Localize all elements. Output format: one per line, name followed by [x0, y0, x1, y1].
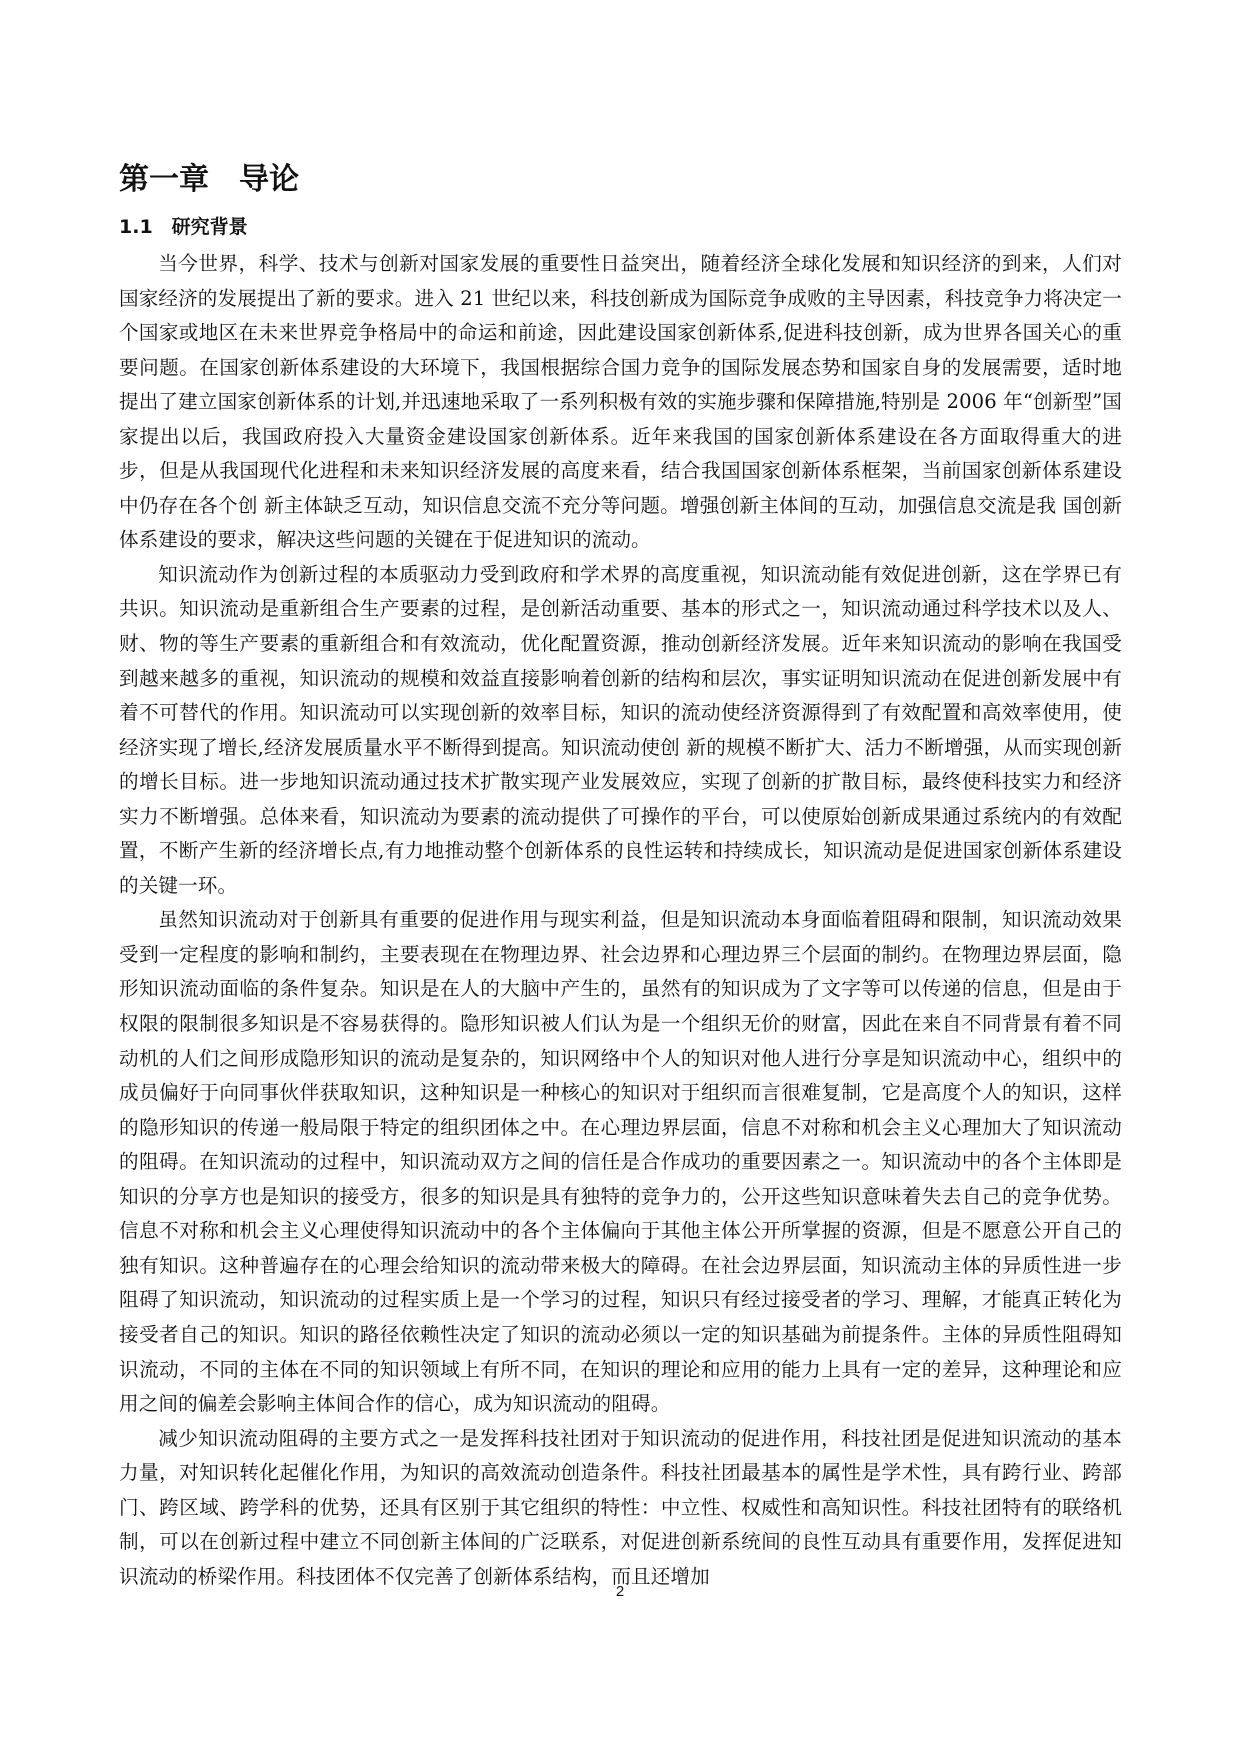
page-number: 2	[615, 1583, 625, 1600]
section-title: 1.1 研究背景	[119, 216, 248, 238]
paragraph: 当今世界，科学、技术与创新对国家发展的重要性日益突出，随着经济全球化发展和知识经济的到来，人们对国家经济的发展提出了新的要求。进入 21 世纪以来，科技创新成为国际竞争成败的主导因素，科技竞争力将决定一个国家或地区在未来世界竞争格局中的命运和前途，因此建设国家创新体系,促进科技创新，成为世界各国关心的重要问题。在国家创新体系建设的大环境下，我国根据综合国力竞争的国际发展态势和国家自身的发展需要，适时地提出了建立国家创新体系的计划,并迅速地采取了一系列积极有效的实施步骤和保障措施,特别是 2006 年“创新型”国家提出以后，我国政府投入大量资金建设国家创新体系。近年来我国的国家创新体系建设在各方面取得重大的进步，但是从我国现代化进程和未来知识经济发展的高度来看，结合我国国家创新体系框架，当前国家创新体系建设中仍存在各个创 新主体缺乏互动，知识信息交流不充分等问题。增强创新主体间的互动，加强信息交流是我 国创新体系建设的要求，解决这些问题的关键在于促进知识的流动。	[119, 252, 1122, 552]
paragraph: 减少知识流动阻碍的主要方式之一是发挥科技社团对于知识流动的促进作用，科技社团是促进知识流动的基本力量，对知识转化起催化作用，为知识的高效流动创造条件。科技社团最基本的属性是学术性，具有跨行业、跨部门、跨区域、跨学科的优势，还具有区别于其它组织的特性：中立性、权威性和高知识性。科技社团特有的联络机制，可以在创新过程中建立不同创新主体间的广泛联系，对促进创新系统间的良性互动具有重要作用，发挥促进知识流动的桥梁作用。科技团体不仅完善了创新体系结构，而且还增加	[119, 1426, 1122, 1588]
body-text	[119, 247, 1122, 1594]
paragraph: 知识流动作为创新过程的本质驱动力受到政府和学术界的高度重视，知识流动能有效促进创新，这在学界已有共识。知识流动是重新组合生产要素的过程，是创新活动重要、基本的形式之一，知识流动通过科学技术以及人、财、物的等生产要素的重新组合和有效流动，优化配置资源，推动创新经济发展。近年来知识流动的影响在我国受到越来越多的重视，知识流动的规模和效益直接影响着创新的结构和层次，事实证明知识流动在促进创新发展中有着不可替代的作用。知识流动可以实现创新的效率目标，知识的流动使经济资源得到了有效配置和高效率使用，使经济实现了增长,经济发展质量水平不断得到提高。知识流动使创 新的规模不断扩大、活力不断增强，从而实现创新的增长目标。进一步地知识流动通过技术扩散实现产业发展效应，实现了创新的扩散目标，最终使科技实力和经济实力不断增强。总体来看，知识流动为要素的流动提供了可操作的平台，可以使原始创新成果通过系统内的有效配置，不断产生新的经济增长点,有力地推动整个创新体系的良性运转和持续成长，知识流动是促进国家创新体系建设的关键一环。	[119, 562, 1122, 897]
paragraph: 虽然知识流动对于创新具有重要的促进作用与现实利益，但是知识流动本身面临着阻碍和限制，知识流动效果受到一定程度的影响和制约，主要表现在在物理边界、社会边界和心理边界三个层面的制约。在物理边界层面，隐形知识流动面临的条件复杂。知识是在人的大脑中产生的，虽然有的知识成为了文字等可以传递的信息，但是由于权限的限制很多知识是不容易获得的。隐形知识被人们认为是一个组织无价的财富，因此在来自不同背景有着不同动机的人们之间形成隐形知识的流动是复杂的，知识网络中个人的知识对他人进行分享是知识流动中心，组织中的成员偏好于向同事伙伴获取知识，这种知识是一种核心的知识对于组织而言很难复制，它是高度个人的知识，这样的隐形知识的传递一般局限于特定的组织团体之中。在心理边界层面，信息不对称和机会主义心理加大了知识流动的阻碍。在知识流动的过程中，知识流动双方之间的信任是合作成功的重要因素之一。知识流动中的各个主体即是知识的分享方也是知识的接受方，很多的知识是具有独特的竞争力的，公开这些知识意味着失去自己的竞争优势。信息不对称和机会主义心理使得知识流动中的各个主体偏向于其他主体公开所掌握的资源，但是不愿意公开自己的独有知识。这种普遍存在的心理会给知识的流动带来极大的障碍。在社会边界层面，知识流动主体的异质性进一步阻碍了知识流动，知识流动的过程实质上是一个学习的过程，知识只有经过接受者的学习、理解，才能真正转化为接受者自己的知识。知识的路径依赖性决定了知识的流动必须以一定的知识基础为前提条件。主体的异质性阻碍知识流动，不同的主体在不同的知识领域上有所不同，在知识的理论和应用的能力上具有一定的差异，这种理论和应用之间的偏差会影响主体间合作的信心，成为知识流动的阻碍。	[119, 908, 1122, 1416]
chapter-title: 第一章 导论	[119, 162, 299, 197]
